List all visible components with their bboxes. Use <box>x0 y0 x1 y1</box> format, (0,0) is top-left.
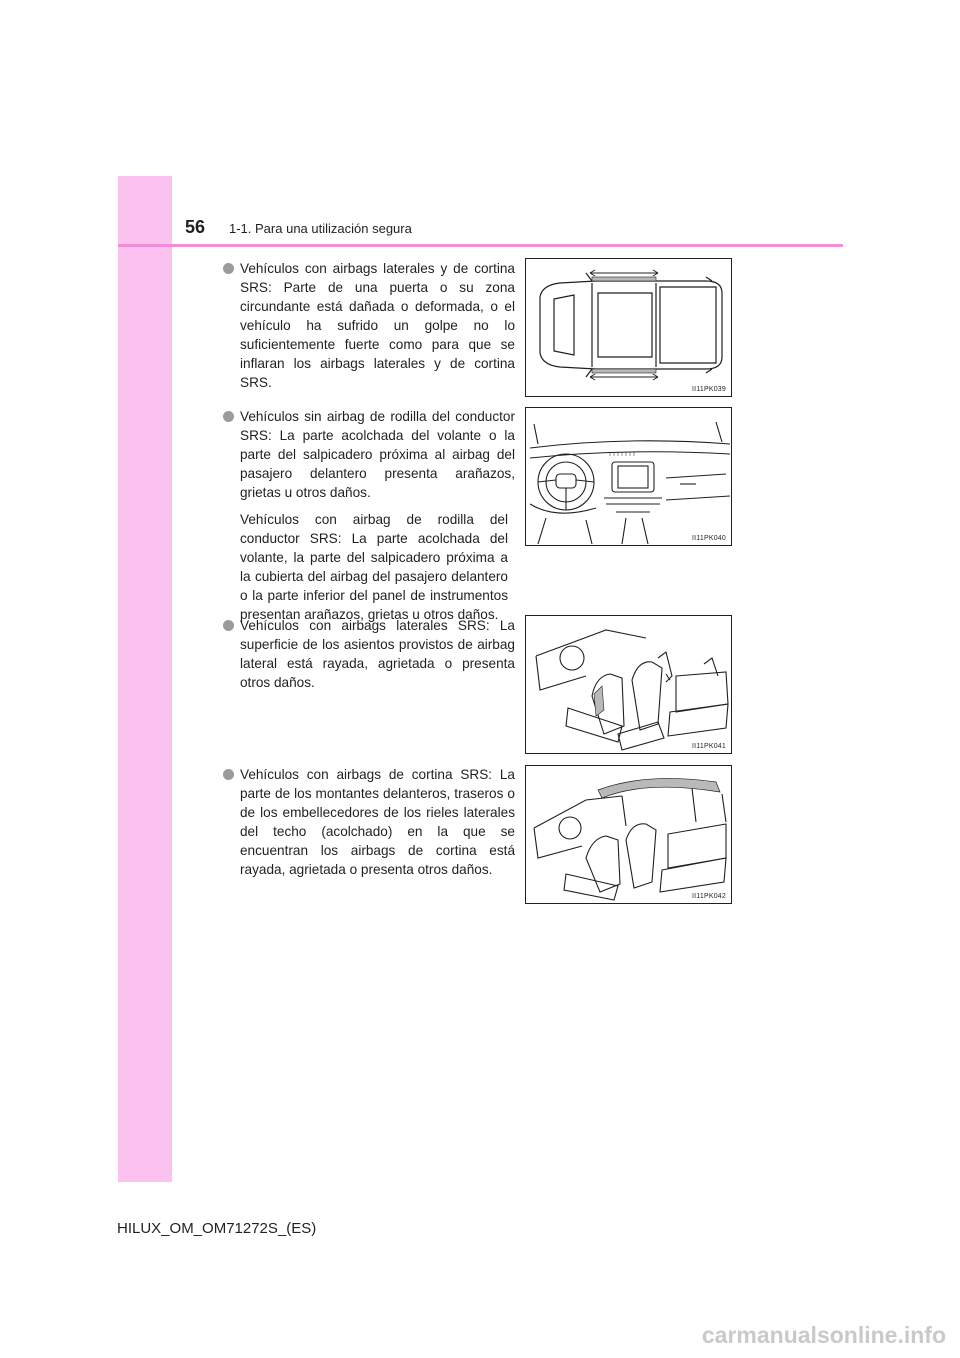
figure-dashboard-damage <box>525 407 732 546</box>
section-sidebar-tab <box>118 176 172 1182</box>
section-title: 1-1. Para una utilización segura <box>229 221 412 236</box>
header-divider <box>118 244 843 247</box>
list-item <box>223 407 515 624</box>
figure-code: II11PK042 <box>692 893 726 900</box>
figure-curtain-damage <box>525 765 732 904</box>
list-item <box>223 765 515 879</box>
dashboard-illustration <box>526 408 732 546</box>
bullet-icon <box>223 620 234 631</box>
item-text: Vehículos con airbags de cortina SRS: La parte de los montantes delanteros, traseros o de los embellecedores de los rieles laterales del techo (acolchado) en la que se encuentran los airbags de cortina está rayada, agrietada o presenta otros daños. <box>240 767 515 877</box>
figure-code: II11PK039 <box>692 386 726 393</box>
item-text: Vehículos sin airbag de rodilla del conductor SRS: La parte acolchada del volante o la parte del salpicadero próxima al airbag del pasajero delantero presenta arañazos, grietas u otros daños. <box>240 409 515 500</box>
list-item <box>223 616 515 692</box>
list-item <box>223 259 515 392</box>
item-text: Vehículos con airbags laterales y de cortina SRS: Parte de una puerta o su zona circundante está dañada o deformada, o el vehículo ha sufrido un golpe no lo suficientemente fuerte como para que se inflaran los airbags laterales y de cortina SRS. <box>240 261 515 390</box>
seats-illustration <box>526 616 732 754</box>
figure-seat-damage <box>525 615 732 754</box>
footer-model-code: HILUX_OM_OM71272S_(ES) <box>117 1220 317 1237</box>
bullet-icon <box>223 263 234 274</box>
page-number: 56 <box>185 217 206 237</box>
item-subtext: Vehículos con airbag de rodilla del conductor SRS: La parte acolchada del volante, la parte del salpicadero próxima a la cubierta del airbag del pasajero delantero o la parte inferior del panel de instrumentos presentan arañazos, grietas u otros daños. <box>240 512 508 622</box>
figure-side-door-damage <box>525 258 732 397</box>
watermark: carmanualsonline.info <box>701 1322 946 1348</box>
figure-code: II11PK040 <box>692 535 726 542</box>
pickup-top-view-illustration <box>526 259 732 397</box>
bullet-icon <box>223 411 234 422</box>
bullet-icon <box>223 769 234 780</box>
item-text: Vehículos con airbags laterales SRS: La superficie de los asientos provistos de airbag lateral está rayada, agrietada o presenta otros daños. <box>240 618 515 690</box>
figure-code: II11PK041 <box>692 743 726 750</box>
cabin-illustration <box>526 766 732 904</box>
